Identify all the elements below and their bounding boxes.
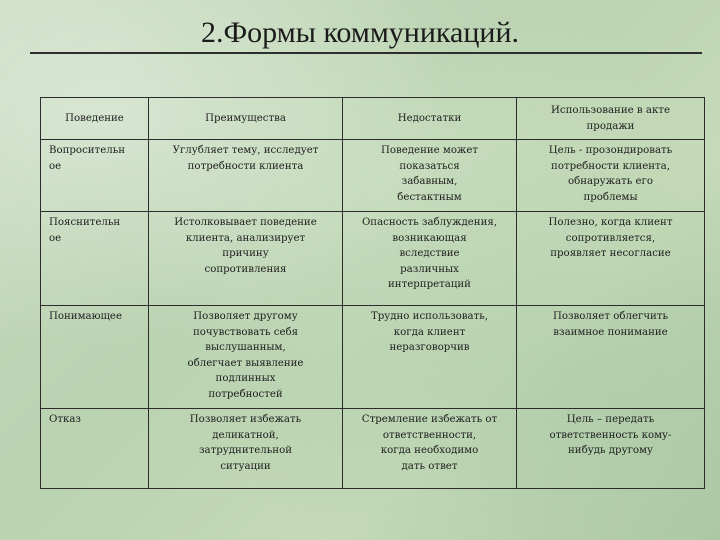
slide-title: 2.Формы коммуникаций. [200,16,520,49]
header-disadvantages: Недостатки [343,98,517,140]
cell-advantages: Истолковывает поведение клиента, анализирует причину сопротивления [149,212,343,306]
cell-behavior: Отказ [41,409,149,489]
header-usage: Использование в акте продажи [517,98,705,140]
table-row [41,212,705,306]
table-row [41,409,705,489]
cell-advantages: Позволяет избежать деликатной, затруднительной ситуации [149,409,343,489]
cell-usage: Цель - прозондировать потребности клиента, обнаружать его проблемы [517,140,705,212]
table-row [41,306,705,409]
cell-behavior: Пояснительн ое [41,212,149,306]
cell-advantages: Углубляет тему, исследует потребности клиента [149,140,343,212]
header-advantages: Преимущества [149,98,343,140]
communication-forms-table [40,97,705,489]
cell-behavior: Вопросительн ое [41,140,149,212]
cell-usage: Позволяет облегчить взаимное понимание [517,306,705,409]
title-underline [30,52,702,54]
cell-advantages: Позволяет другому почувствовать себя выслушанным, облегчает выявление подлинных потребностей [149,306,343,409]
cell-usage: Цель – передать ответственность кому- нибудь другому [517,409,705,489]
table-header-row [41,98,705,140]
cell-disadvantages: Стремление избежать от ответственности, когда необходимо дать ответ [343,409,517,489]
header-behavior: Поведение [41,98,149,140]
cell-disadvantages: Трудно использовать, когда клиент неразговорчив [343,306,517,409]
cell-disadvantages: Поведение может показаться забавным, бестактным [343,140,517,212]
cell-usage: Полезно, когда клиент сопротивляется, проявляет несогласие [517,212,705,306]
table-row [41,140,705,212]
cell-behavior: Понимающее [41,306,149,409]
cell-disadvantages: Опасность заблуждения, возникающая вследствие различных интерпретаций [343,212,517,306]
